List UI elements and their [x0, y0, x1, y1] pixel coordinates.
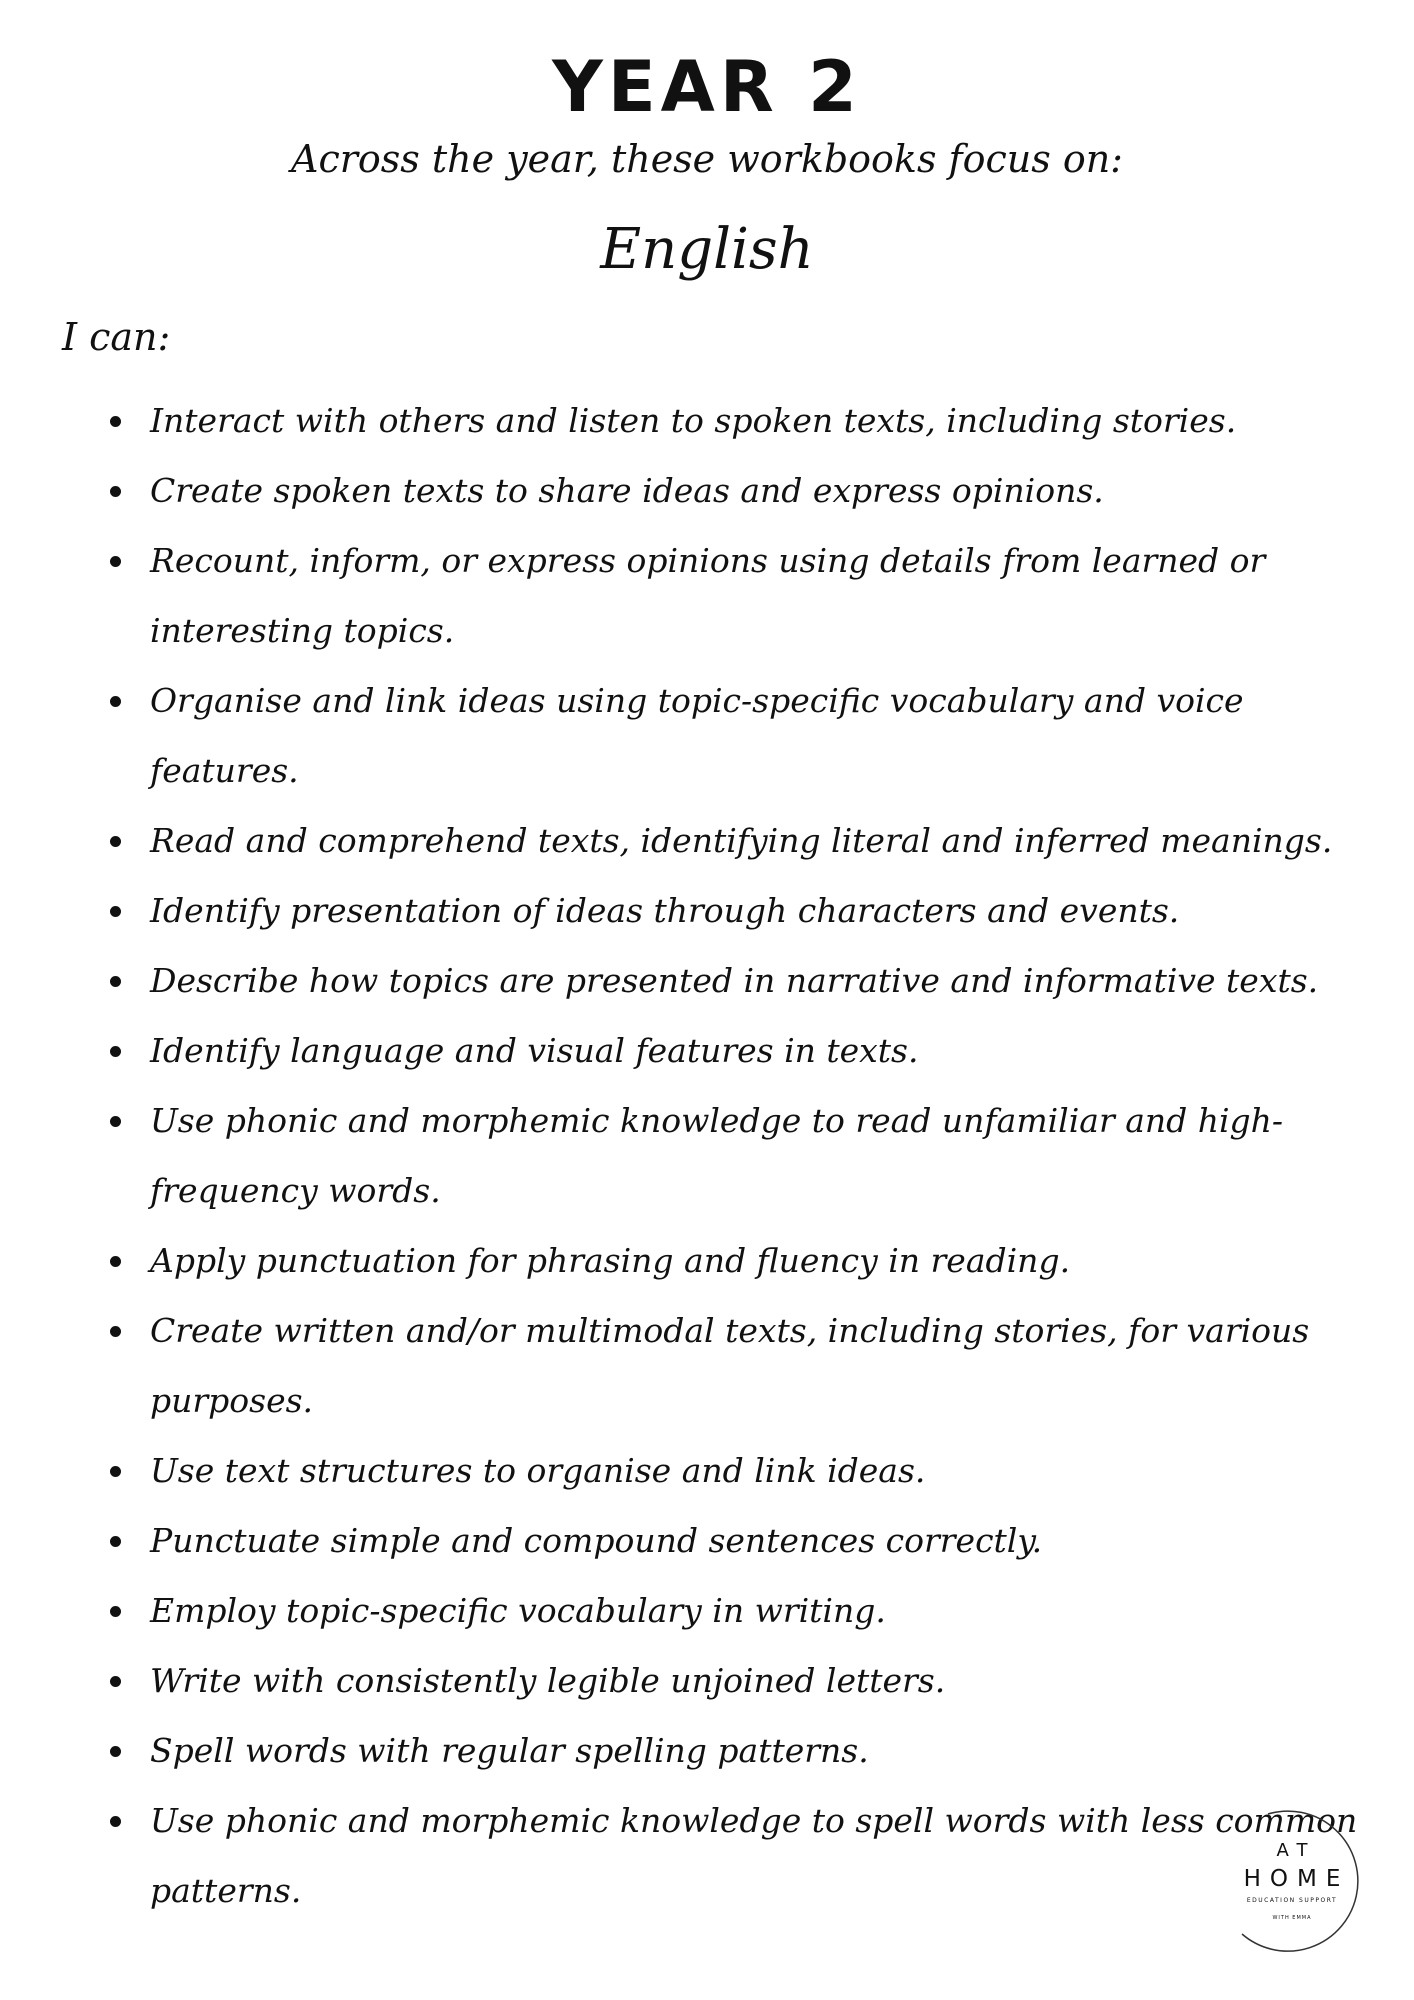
- outcome-text: Identify language and visual features in texts.: [150, 1031, 919, 1070]
- bullet-icon: [110, 416, 121, 427]
- bullet-icon: [110, 1046, 121, 1057]
- outcome-item: [110, 1016, 1360, 1086]
- outcome-text: Employ topic-specific vocabulary in writing.: [150, 1591, 886, 1630]
- logo-text-with-emma: WITH EMMA: [1272, 1915, 1312, 1921]
- outcome-item: [110, 386, 1360, 456]
- bullet-icon: [110, 1326, 121, 1337]
- outcomes-list: [110, 386, 1360, 1926]
- page-subtitle: Across the year, these workbooks focus on:: [291, 137, 1123, 181]
- outcome-text: Use phonic and morphemic knowledge to spell words with less common patterns.: [150, 1801, 1358, 1910]
- outcome-item: [110, 1436, 1360, 1506]
- outcome-text: Create written and/or multimodal texts, including stories, for various purposes.: [150, 1311, 1310, 1420]
- bullet-icon: [110, 486, 121, 497]
- outcome-text: Write with consistently legible unjoined letters.: [150, 1661, 946, 1700]
- bullet-icon: [110, 1536, 121, 1547]
- i-can-label: I can:: [62, 315, 171, 359]
- outcome-item: [110, 806, 1360, 876]
- outcome-item: [110, 1646, 1360, 1716]
- outcome-item: [110, 1506, 1360, 1576]
- outcome-text: Use phonic and morphemic knowledge to read unfamiliar and high-frequency words.: [150, 1101, 1284, 1210]
- outcome-item: [110, 1296, 1360, 1436]
- bullet-icon: [110, 556, 121, 567]
- outcome-item: [110, 526, 1360, 666]
- outcome-item: [110, 946, 1360, 1016]
- bullet-icon: [110, 696, 121, 707]
- page-title: YEAR 2: [552, 46, 862, 128]
- bullet-icon: [110, 1676, 121, 1687]
- outcome-text: Read and comprehend texts, identifying literal and inferred meanings.: [150, 821, 1333, 860]
- outcome-item: [110, 1716, 1360, 1786]
- outcome-text: Recount, inform, or express opinions using details from learned or interesting topics.: [150, 541, 1266, 650]
- bullet-icon: [110, 836, 121, 847]
- logo-text-at: AT: [1276, 1840, 1317, 1861]
- bullet-icon: [110, 1746, 121, 1757]
- bullet-icon: [110, 976, 121, 987]
- outcome-item: [110, 876, 1360, 946]
- outcome-item: [110, 1086, 1360, 1226]
- brand-logo: [1218, 1806, 1366, 1958]
- bullet-icon: [110, 1816, 121, 1827]
- logo-text-home: HOME: [1243, 1866, 1350, 1892]
- outcome-text: Interact with others and listen to spoken texts, including stories.: [150, 401, 1237, 440]
- bullet-icon: [110, 1606, 121, 1617]
- outcome-item: [110, 666, 1360, 806]
- outcome-item: [110, 1226, 1360, 1296]
- subject-heading: English: [600, 217, 814, 282]
- outcome-text: Identify presentation of ideas through characters and events.: [150, 891, 1180, 930]
- bullet-icon: [110, 1116, 121, 1127]
- outcome-text: Spell words with regular spelling patterns.: [150, 1731, 869, 1770]
- outcome-text: Use text structures to organise and link ideas.: [150, 1451, 926, 1490]
- logo-text-education-support: EDUCATION SUPPORT: [1246, 1897, 1338, 1904]
- outcome-text: Apply punctuation for phrasing and fluency in reading.: [150, 1241, 1071, 1280]
- bullet-icon: [110, 1466, 121, 1477]
- outcome-text: Organise and link ideas using topic-specific vocabulary and voice features.: [150, 681, 1244, 790]
- bullet-icon: [110, 1256, 121, 1267]
- outcome-text: Create spoken texts to share ideas and express opinions.: [150, 471, 1104, 510]
- bullet-icon: [110, 906, 121, 917]
- outcome-text: Describe how topics are presented in narrative and informative texts.: [150, 961, 1319, 1000]
- outcome-item: [110, 1576, 1360, 1646]
- outcome-item: [110, 1786, 1360, 1926]
- outcome-item: [110, 456, 1360, 526]
- outcome-text: Punctuate simple and compound sentences correctly.: [150, 1521, 1043, 1560]
